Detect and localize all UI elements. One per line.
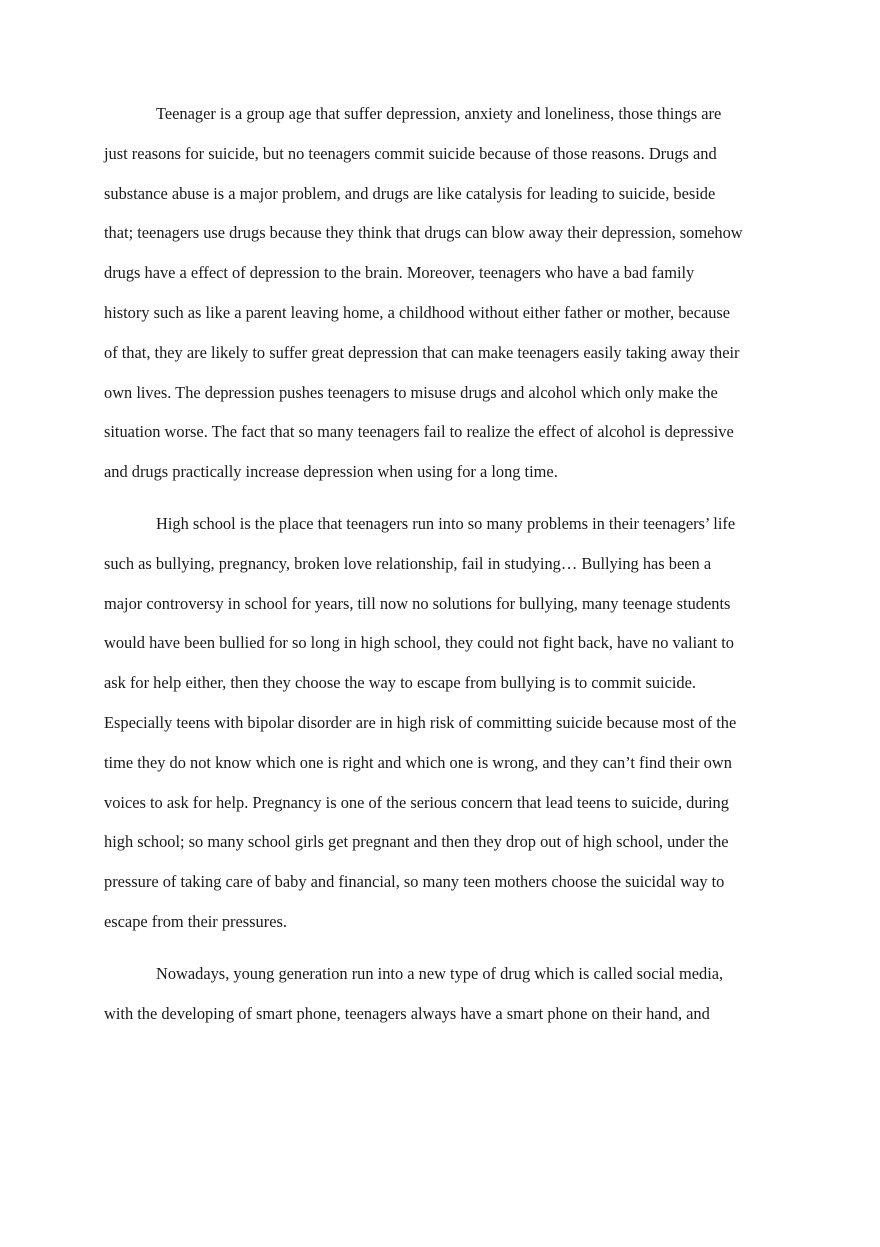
- paragraph-1: [104, 94, 780, 492]
- text-line: high school; so many school girls get pregnant and then they drop out of high school, under the: [104, 832, 729, 852]
- text-line: Teenager is a group age that suffer depression, anxiety and loneliness, those things are: [156, 104, 722, 123]
- text-line: history such as like a parent leaving home, a childhood without either father or mother, because: [104, 302, 731, 322]
- text-line: of that, they are likely to suffer great depression that can make teenagers easily taking away their: [104, 342, 740, 362]
- text-line: Especially teens with bipolar disorder are in high risk of committing suicide because most of the: [104, 712, 737, 732]
- text-line: major controversy in school for years, till now no solutions for bullying, many teenage students: [104, 593, 731, 613]
- text-line: escape from their pressures.: [104, 911, 287, 931]
- text-line: ask for help either, then they choose the way to escape from bullying is to commit suicide.: [104, 673, 696, 693]
- paragraph-2: [104, 504, 780, 942]
- text-line: pressure of taking care of baby and financial, so many teen mothers choose the suicidal way to: [104, 872, 725, 892]
- text-line: voices to ask for help. Pregnancy is one of the serious concern that lead teens to suicide, during: [104, 792, 729, 812]
- text-line: just reasons for suicide, but no teenagers commit suicide because of those reasons. Drugs and: [104, 143, 717, 163]
- paragraph-3: [104, 954, 780, 1034]
- text-line: with the developing of smart phone, teenagers always have a smart phone on their hand, and: [104, 1003, 710, 1023]
- text-line: High school is the place that teenagers run into so many problems in their teenagers’ life: [156, 513, 736, 533]
- text-line: substance abuse is a major problem, and drugs are like catalysis for leading to suicide, beside: [104, 183, 716, 203]
- text-line: situation worse. The fact that so many teenagers fail to realize the effect of alcohol is depressive: [104, 422, 734, 442]
- text-line: time they do not know which one is right and which one is wrong, and they can’t find their own: [104, 752, 732, 772]
- text-line: would have been bullied for so long in high school, they could not fight back, have no valiant to: [104, 633, 734, 653]
- text-line: and drugs practically increase depression when using for a long time.: [104, 462, 558, 482]
- text-line: drugs have a effect of depression to the brain. Moreover, teenagers who have a bad family: [104, 263, 695, 283]
- document-body: [104, 94, 780, 1045]
- text-line: that; teenagers use drugs because they think that drugs can blow away their depression, somehow: [104, 223, 743, 243]
- text-line: own lives. The depression pushes teenagers to misuse drugs and alcohol which only make the: [104, 382, 718, 402]
- text-line: Nowadays, young generation run into a new type of drug which is called social media,: [156, 963, 724, 983]
- text-line: such as bullying, pregnancy, broken love relationship, fail in studying… Bullying has been a: [104, 553, 712, 573]
